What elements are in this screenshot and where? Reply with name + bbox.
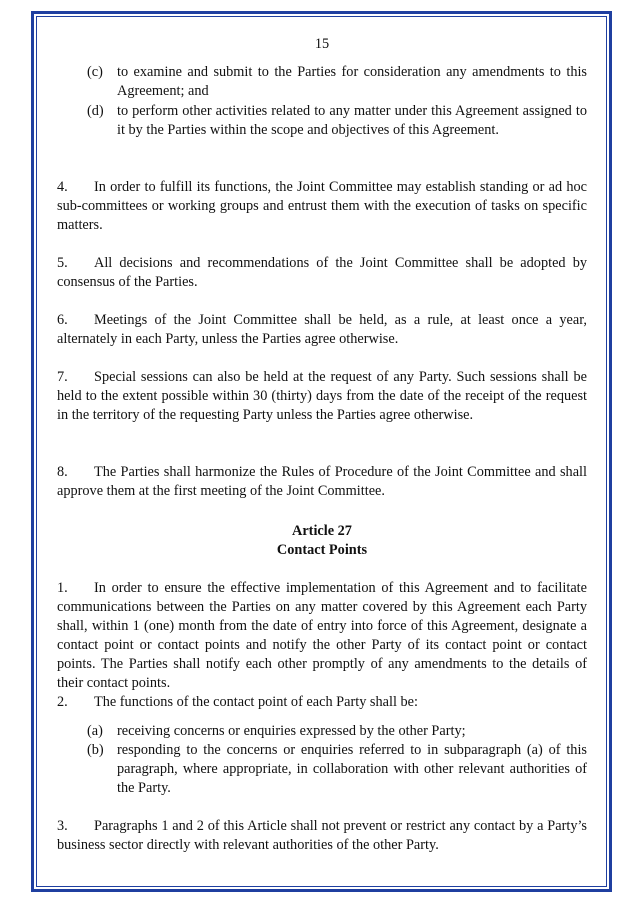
paragraph-text: The functions of the contact point of each Party shall be: xyxy=(94,694,418,710)
paragraph-text: Meetings of the Joint Committee shall be held, as a rule, at least once a year, alternately in each Party, unless the Parties agree otherwise. xyxy=(57,312,587,347)
contact-paragraph-1 xyxy=(57,579,587,693)
list-item-text: to examine and submit to the Parties for consideration any amendments to this Agreement; and xyxy=(117,64,587,99)
contact-paragraph-3 xyxy=(57,817,587,855)
paragraph-number: 6. xyxy=(57,312,68,328)
paragraph-number: 3. xyxy=(57,818,68,834)
paragraph-text: In order to ensure the effective implementation of this Agreement and to facilitate communications between the Parties on any matter covered by this Agreement each Party shall, within 1 (one) month from the date of entry into force of this Agreement, designate a contact point or contact points and notify the other Party of its contact point or contact points. The Parties shall notify each other promptly of any amendments to the details of their contact points. xyxy=(57,580,587,691)
paragraph-4 xyxy=(57,178,587,235)
list-item-text: responding to the concerns or enquiries referred to in subparagraph (a) of this paragraph, where appropriate, in collaboration with other relevant authorities of the Party. xyxy=(117,742,587,796)
page-number: 15 xyxy=(314,36,330,52)
list-item-a xyxy=(87,722,587,741)
list-item-text: receiving concerns or enquiries expressed by the other Party; xyxy=(117,723,466,739)
paragraph-text: Paragraphs 1 and 2 of this Article shall not prevent or restrict any contact by a Party’s business sector directly with relevant authorities of the other Party. xyxy=(57,818,587,853)
paragraph-8 xyxy=(57,463,587,501)
list-item-label: (c) xyxy=(87,64,103,80)
list-item-text: to perform other activities related to any matter under this Agreement assigned to it by the Parties within the scope and objectives of this Agreement. xyxy=(117,103,587,138)
article-number: Article 27 xyxy=(292,523,352,539)
paragraph-6 xyxy=(57,311,587,349)
paragraph-number: 1. xyxy=(57,580,68,596)
paragraph-number: 7. xyxy=(57,369,68,385)
paragraph-number: 5. xyxy=(57,255,68,271)
article-title: Contact Points xyxy=(276,542,368,558)
paragraph-text: In order to fulfill its functions, the Joint Committee may establish standing or ad hoc sub-committees or working groups and entrust them with the execution of tasks on specific matters. xyxy=(57,179,587,233)
paragraph-text: All decisions and recommendations of the Joint Committee shall be adopted by consensus of the Parties. xyxy=(57,255,587,290)
paragraph-7 xyxy=(57,368,587,425)
list-item-label: (b) xyxy=(87,742,104,758)
list-item-d xyxy=(87,102,587,140)
contact-paragraph-2 xyxy=(57,693,587,712)
list-item-b xyxy=(87,741,587,798)
list-item-label: (a) xyxy=(87,723,103,739)
paragraph-text: Special sessions can also be held at the request of any Party. Such sessions shall be held to the extent possible within 30 (thirty) days from the date of the receipt of the request in the territory of the requesting Party unless the Parties agree otherwise. xyxy=(57,369,587,423)
paragraph-number: 8. xyxy=(57,464,68,480)
paragraph-number: 2. xyxy=(57,694,68,710)
list-item-c xyxy=(87,63,587,101)
list-item-label: (d) xyxy=(87,103,104,119)
paragraph-5 xyxy=(57,254,587,292)
paragraph-number: 4. xyxy=(57,179,68,195)
paragraph-text: The Parties shall harmonize the Rules of Procedure of the Joint Committee and shall approve them at the first meeting of the Joint Committee. xyxy=(57,464,587,499)
